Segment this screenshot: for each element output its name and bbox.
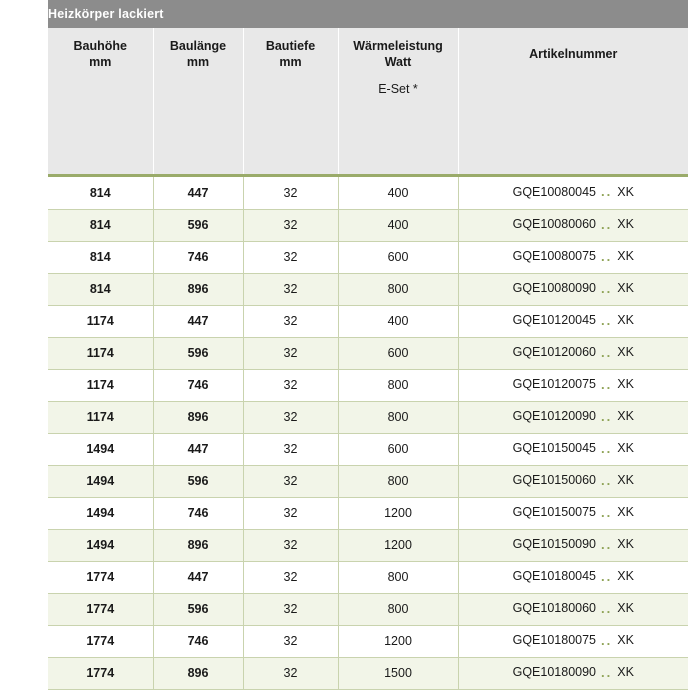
artikelnummer-prefix: GQE10150045 [512, 441, 597, 456]
cell-baulaenge: 896 [153, 657, 243, 689]
artikelnummer-prefix: GQE10180060 [512, 601, 597, 616]
artikelnummer-prefix: GQE10150060 [512, 473, 597, 488]
cell-artikelnummer [458, 305, 688, 337]
cell-bautiefe: 32 [243, 241, 338, 273]
cell-baulaenge: 596 [153, 465, 243, 497]
cell-baulaenge: 596 [153, 337, 243, 369]
artikelnummer-suffix: XK [617, 249, 634, 264]
cell-baulaenge: 447 [153, 433, 243, 465]
column-header-bautiefe-unit: mm [279, 55, 302, 69]
cell-bauhoehe: 1174 [48, 337, 153, 369]
cell-bauhoehe: 1174 [48, 401, 153, 433]
column-header-baulaenge-label: Baulänge [169, 39, 227, 54]
cell-waermeleistung: 1200 [338, 625, 458, 657]
table-row [48, 657, 688, 689]
cell-baulaenge: 746 [153, 497, 243, 529]
artikelnummer-prefix: GQE10120075 [512, 377, 597, 392]
column-header-baulaenge [153, 28, 243, 82]
artikelnummer-dots: .. [601, 184, 613, 200]
cell-bauhoehe: 1494 [48, 529, 153, 561]
column-header-bauhoehe-unit: mm [89, 55, 112, 69]
artikelnummer-prefix: GQE10180045 [512, 569, 597, 584]
artikelnummer-suffix: XK [617, 409, 634, 424]
table-body [48, 0, 688, 689]
table-row [48, 433, 688, 465]
cell-artikelnummer [458, 241, 688, 273]
cell-baulaenge: 746 [153, 369, 243, 401]
cell-waermeleistung: 800 [338, 465, 458, 497]
cell-waermeleistung: 400 [338, 177, 458, 209]
cell-bautiefe: 32 [243, 273, 338, 305]
cell-bautiefe: 32 [243, 305, 338, 337]
cell-artikelnummer [458, 433, 688, 465]
cell-artikelnummer [458, 497, 688, 529]
cell-bautiefe: 32 [243, 497, 338, 529]
artikelnummer-suffix: XK [617, 665, 634, 680]
artikelnummer-dots: .. [601, 248, 613, 264]
column-header-artikelnummer-label: Artikelnummer [529, 47, 618, 62]
artikelnummer-prefix: GQE10150090 [512, 537, 597, 552]
cell-bauhoehe: 1774 [48, 657, 153, 689]
artikelnummer-prefix: GQE10180075 [512, 633, 597, 648]
cell-waermeleistung: 800 [338, 593, 458, 625]
cell-bautiefe: 32 [243, 561, 338, 593]
cell-bauhoehe: 814 [48, 241, 153, 273]
column-header-artikelnummer [458, 28, 688, 82]
table-row [48, 497, 688, 529]
cell-bautiefe: 32 [243, 529, 338, 561]
table-row [48, 305, 688, 337]
cell-bauhoehe: 1174 [48, 369, 153, 401]
cell-bautiefe: 32 [243, 177, 338, 209]
cell-bautiefe: 32 [243, 465, 338, 497]
cell-waermeleistung: 600 [338, 241, 458, 273]
artikelnummer-suffix: XK [617, 601, 634, 616]
cell-bautiefe: 32 [243, 625, 338, 657]
cell-bautiefe: 32 [243, 209, 338, 241]
cell-waermeleistung: 800 [338, 561, 458, 593]
cell-artikelnummer [458, 273, 688, 305]
table-row [48, 337, 688, 369]
table-title: Heizkörper lackiert [48, 0, 688, 28]
cell-waermeleistung: 400 [338, 209, 458, 241]
table-row [48, 369, 688, 401]
subheader-baulaenge [153, 82, 243, 174]
heizkoerper-spec-table [48, 0, 688, 690]
artikelnummer-suffix: XK [617, 313, 634, 328]
column-header-row [48, 28, 688, 82]
artikelnummer-dots: .. [601, 536, 613, 552]
cell-artikelnummer [458, 625, 688, 657]
artikelnummer-suffix: XK [617, 441, 634, 456]
table-row [48, 177, 688, 209]
table-row [48, 593, 688, 625]
cell-bauhoehe: 1774 [48, 561, 153, 593]
artikelnummer-suffix: XK [617, 281, 634, 296]
cell-bauhoehe: 1174 [48, 305, 153, 337]
cell-artikelnummer [458, 657, 688, 689]
artikelnummer-prefix: GQE10180090 [512, 665, 597, 680]
artikelnummer-suffix: XK [617, 377, 634, 392]
cell-bauhoehe: 1494 [48, 465, 153, 497]
artikelnummer-prefix: GQE10120045 [512, 313, 597, 328]
cell-bautiefe: 32 [243, 369, 338, 401]
cell-waermeleistung: 600 [338, 433, 458, 465]
artikelnummer-prefix: GQE10080045 [512, 185, 597, 200]
table-row [48, 401, 688, 433]
column-header-waermeleistung [338, 28, 458, 82]
artikelnummer-suffix: XK [617, 473, 634, 488]
cell-artikelnummer [458, 465, 688, 497]
cell-bauhoehe: 814 [48, 273, 153, 305]
cell-artikelnummer [458, 593, 688, 625]
artikelnummer-suffix: XK [617, 537, 634, 552]
table-title-row [48, 0, 688, 28]
column-header-bauhoehe [48, 28, 153, 82]
artikelnummer-dots: .. [601, 472, 613, 488]
column-header-bautiefe [243, 28, 338, 82]
cell-waermeleistung: 800 [338, 273, 458, 305]
table-row [48, 209, 688, 241]
cell-waermeleistung: 1200 [338, 497, 458, 529]
subheader-row [48, 82, 688, 174]
artikelnummer-suffix: XK [617, 633, 634, 648]
artikelnummer-prefix: GQE10150075 [512, 505, 597, 520]
cell-baulaenge: 896 [153, 273, 243, 305]
table-row [48, 241, 688, 273]
artikelnummer-dots: .. [601, 376, 613, 392]
column-header-waermeleistung-label: Wärmeleistung [353, 39, 443, 54]
artikelnummer-suffix: XK [617, 217, 634, 232]
cell-waermeleistung: 1200 [338, 529, 458, 561]
cell-bautiefe: 32 [243, 337, 338, 369]
cell-artikelnummer [458, 529, 688, 561]
table-row [48, 529, 688, 561]
cell-artikelnummer [458, 561, 688, 593]
artikelnummer-dots: .. [601, 568, 613, 584]
artikelnummer-prefix: GQE10080075 [512, 249, 597, 264]
cell-bauhoehe: 1494 [48, 433, 153, 465]
cell-baulaenge: 746 [153, 241, 243, 273]
artikelnummer-dots: .. [601, 216, 613, 232]
cell-artikelnummer [458, 401, 688, 433]
artikelnummer-dots: .. [601, 408, 613, 424]
cell-waermeleistung: 800 [338, 369, 458, 401]
artikelnummer-dots: .. [601, 280, 613, 296]
cell-waermeleistung: 400 [338, 305, 458, 337]
cell-baulaenge: 746 [153, 625, 243, 657]
artikelnummer-suffix: XK [617, 185, 634, 200]
cell-baulaenge: 447 [153, 177, 243, 209]
table-row [48, 273, 688, 305]
column-header-bautiefe-label: Bautiefe [265, 39, 316, 54]
subheader-e-set: E-Set * [338, 82, 458, 174]
cell-waermeleistung: 1500 [338, 657, 458, 689]
table-row [48, 561, 688, 593]
artikelnummer-prefix: GQE10120060 [512, 345, 597, 360]
cell-baulaenge: 596 [153, 209, 243, 241]
artikelnummer-suffix: XK [617, 569, 634, 584]
cell-baulaenge: 447 [153, 305, 243, 337]
table-row [48, 625, 688, 657]
artikelnummer-dots: .. [601, 632, 613, 648]
cell-bautiefe: 32 [243, 593, 338, 625]
artikelnummer-prefix: GQE10080060 [512, 217, 597, 232]
cell-artikelnummer [458, 337, 688, 369]
artikelnummer-dots: .. [601, 312, 613, 328]
artikelnummer-suffix: XK [617, 505, 634, 520]
artikelnummer-suffix: XK [617, 345, 634, 360]
cell-artikelnummer [458, 369, 688, 401]
artikelnummer-dots: .. [601, 440, 613, 456]
table-row [48, 465, 688, 497]
cell-baulaenge: 896 [153, 529, 243, 561]
cell-waermeleistung: 800 [338, 401, 458, 433]
subheader-bauhoehe [48, 82, 153, 174]
cell-baulaenge: 596 [153, 593, 243, 625]
cell-bautiefe: 32 [243, 657, 338, 689]
cell-bauhoehe: 1774 [48, 593, 153, 625]
cell-bauhoehe: 1774 [48, 625, 153, 657]
cell-bauhoehe: 814 [48, 177, 153, 209]
cell-bautiefe: 32 [243, 433, 338, 465]
artikelnummer-prefix: GQE10120090 [512, 409, 597, 424]
artikelnummer-dots: .. [601, 504, 613, 520]
column-header-bauhoehe-label: Bauhöhe [73, 39, 127, 54]
cell-baulaenge: 447 [153, 561, 243, 593]
cell-artikelnummer [458, 177, 688, 209]
artikelnummer-dots: .. [601, 664, 613, 680]
cell-bauhoehe: 1494 [48, 497, 153, 529]
subheader-bautiefe [243, 82, 338, 174]
artikelnummer-dots: .. [601, 600, 613, 616]
column-header-baulaenge-unit: mm [186, 55, 210, 69]
cell-bautiefe: 32 [243, 401, 338, 433]
cell-waermeleistung: 600 [338, 337, 458, 369]
cell-baulaenge: 896 [153, 401, 243, 433]
artikelnummer-prefix: GQE10080090 [512, 281, 597, 296]
cell-bauhoehe: 814 [48, 209, 153, 241]
cell-artikelnummer [458, 209, 688, 241]
subheader-artikelnummer [458, 82, 688, 174]
column-header-waermeleistung-unit: Watt [384, 55, 412, 69]
artikelnummer-dots: .. [601, 344, 613, 360]
